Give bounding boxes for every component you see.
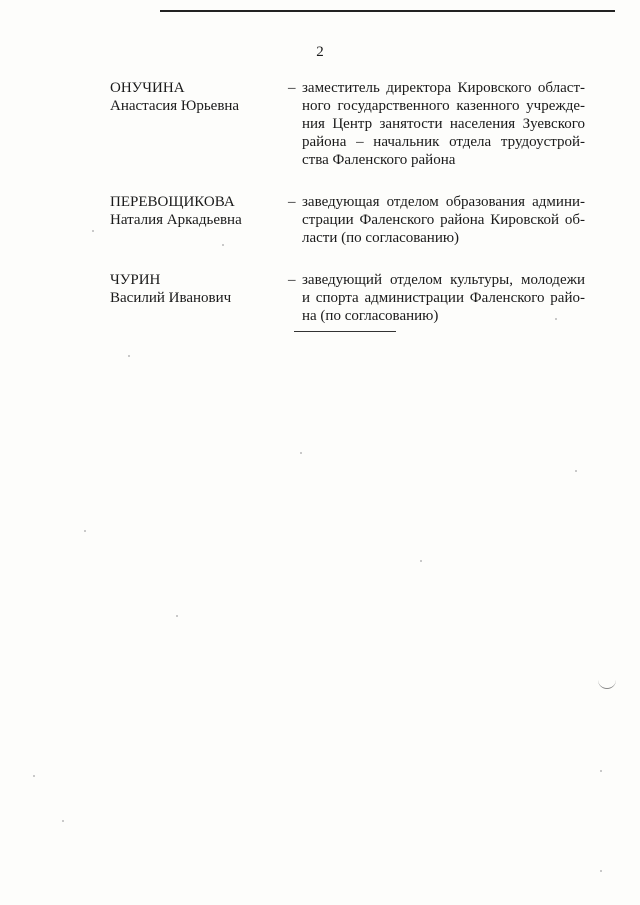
scan-speck bbox=[128, 355, 130, 357]
scan-speck bbox=[84, 530, 86, 532]
scan-speck bbox=[176, 615, 178, 617]
member-surname: ОНУЧИНА bbox=[110, 80, 185, 96]
member-role-line: на (по согласованию) bbox=[302, 308, 439, 324]
scan-top-edge-line bbox=[160, 10, 615, 12]
member-role bbox=[302, 79, 585, 169]
scan-speck bbox=[420, 560, 422, 562]
member-role-line: ния Центр занятости населения Зуевского bbox=[302, 116, 585, 132]
member-role-line: заместитель директора Кировского област- bbox=[302, 80, 585, 96]
member-name-block bbox=[110, 193, 288, 229]
member-role-line: ства Фаленского района bbox=[302, 152, 456, 168]
scan-speck bbox=[62, 820, 64, 822]
scan-speck bbox=[575, 470, 577, 472]
member-dash: – bbox=[288, 194, 296, 210]
member-role-line: заведующий отделом культуры, молодежи bbox=[302, 272, 585, 288]
member-dash: – bbox=[288, 272, 296, 288]
scan-speck bbox=[555, 318, 557, 320]
member-entry-onuchina bbox=[110, 79, 590, 169]
member-role-line: ного государственного казенного учрежде- bbox=[302, 98, 585, 114]
member-role bbox=[302, 271, 585, 325]
member-entry-perevoshchikova bbox=[110, 193, 590, 247]
member-role-line: ласти (по согласованию) bbox=[302, 230, 460, 246]
scan-speck bbox=[600, 770, 602, 772]
member-name-block bbox=[110, 271, 288, 307]
list-end-rule bbox=[294, 331, 396, 332]
member-given-names: Анастасия Юрьевна bbox=[110, 98, 240, 114]
member-role-line: страции Фаленского района Кировской об- bbox=[302, 212, 585, 228]
member-role-line: района – начальник отдела трудоустрой- bbox=[302, 134, 585, 150]
member-surname: ПЕРЕВОЩИКОВА bbox=[110, 194, 235, 210]
member-given-names: Наталия Аркадьевна bbox=[110, 212, 242, 228]
scan-speck bbox=[300, 452, 302, 454]
scan-edge-mark bbox=[598, 680, 616, 689]
committee-member-list bbox=[110, 79, 590, 349]
scan-speck bbox=[92, 230, 94, 232]
scan-speck bbox=[222, 244, 224, 246]
scan-speck bbox=[33, 775, 35, 777]
member-entry-churin bbox=[110, 271, 590, 325]
page-number: 2 bbox=[316, 44, 324, 60]
member-dash: – bbox=[288, 80, 296, 96]
scan-speck bbox=[600, 870, 602, 872]
member-surname: ЧУРИН bbox=[110, 272, 161, 288]
member-given-names: Василий Иванович bbox=[110, 290, 232, 306]
member-name-block bbox=[110, 79, 288, 115]
member-role-line: заведующая отделом образования админи- bbox=[302, 194, 585, 210]
member-role-line: и спорта администрации Фаленского райо- bbox=[302, 290, 585, 306]
member-role bbox=[302, 193, 585, 247]
